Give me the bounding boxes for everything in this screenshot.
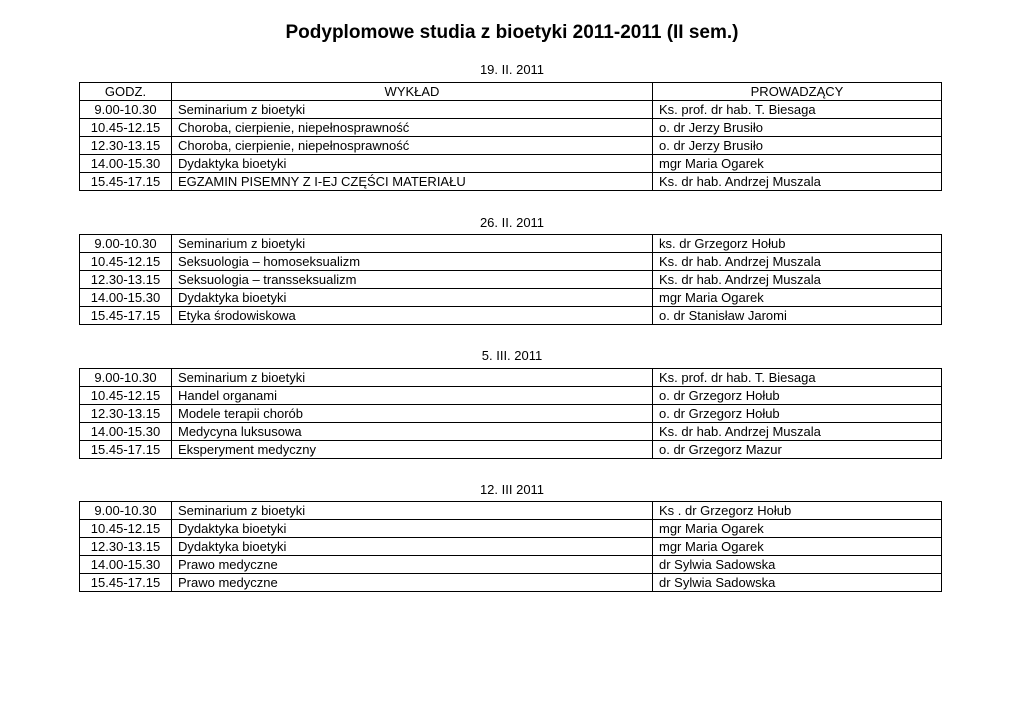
- teacher-cell: dr Sylwia Sadowska: [653, 556, 942, 574]
- time-cell: 10.45-12.15: [80, 253, 172, 271]
- table-row: [80, 556, 942, 574]
- teacher-cell: Ks. dr hab. Andrzej Muszala: [653, 423, 942, 441]
- lecture-cell: Prawo medyczne: [172, 556, 653, 574]
- session-date: 19. II. 2011: [479, 62, 545, 77]
- teacher-cell: Ks. dr hab. Andrzej Muszala: [653, 271, 942, 289]
- session-date: 26. II. 2011: [479, 215, 545, 230]
- table-row: [80, 423, 942, 441]
- lecture-cell: Choroba, cierpienie, niepełnosprawność: [172, 137, 653, 155]
- teacher-cell: o. dr Stanisław Jaromi: [653, 307, 942, 325]
- header-time: GODZ.: [80, 83, 172, 101]
- table-row: [80, 253, 942, 271]
- lecture-cell: Dydaktyka bioetyki: [172, 520, 653, 538]
- teacher-cell: ks. dr Grzegorz Hołub: [653, 235, 942, 253]
- time-cell: 14.00-15.30: [80, 423, 172, 441]
- time-cell: 14.00-15.30: [80, 155, 172, 173]
- lecture-cell: Etyka środowiskowa: [172, 307, 653, 325]
- teacher-cell: o. dr Jerzy Brusiło: [653, 137, 942, 155]
- table-row: [80, 502, 942, 520]
- time-cell: 12.30-13.15: [80, 271, 172, 289]
- session-date: 12. III 2011: [479, 482, 545, 497]
- table-row: [80, 235, 942, 253]
- header-lecture: WYKŁAD: [172, 83, 653, 101]
- table-row: [80, 538, 942, 556]
- table-row: [80, 405, 942, 423]
- lecture-cell: Medycyna luksusowa: [172, 423, 653, 441]
- lecture-cell: Prawo medyczne: [172, 574, 653, 592]
- lecture-cell: Dydaktyka bioetyki: [172, 289, 653, 307]
- session-date: 5. III. 2011: [481, 348, 543, 363]
- lecture-cell: Seminarium z bioetyki: [172, 502, 653, 520]
- time-cell: 15.45-17.15: [80, 574, 172, 592]
- time-cell: 15.45-17.15: [80, 307, 172, 325]
- table-row: [80, 137, 942, 155]
- lecture-cell: Choroba, cierpienie, niepełnosprawność: [172, 119, 653, 137]
- time-cell: 12.30-13.15: [80, 538, 172, 556]
- lecture-cell: Modele terapii chorób: [172, 405, 653, 423]
- teacher-cell: Ks. prof. dr hab. T. Biesaga: [653, 369, 942, 387]
- teacher-cell: Ks . dr Grzegorz Hołub: [653, 502, 942, 520]
- teacher-cell: mgr Maria Ogarek: [653, 155, 942, 173]
- time-cell: 15.45-17.15: [80, 441, 172, 459]
- time-cell: 9.00-10.30: [80, 235, 172, 253]
- time-cell: 10.45-12.15: [80, 387, 172, 405]
- table-row: [80, 289, 942, 307]
- teacher-cell: o. dr Grzegorz Hołub: [653, 405, 942, 423]
- table-row: [80, 173, 942, 191]
- schedule-table: [79, 368, 942, 459]
- table-row: [80, 271, 942, 289]
- time-cell: 15.45-17.15: [80, 173, 172, 191]
- schedule-table: [79, 501, 942, 592]
- lecture-cell: Dydaktyka bioetyki: [172, 155, 653, 173]
- lecture-cell: Dydaktyka bioetyki: [172, 538, 653, 556]
- time-cell: 12.30-13.15: [80, 137, 172, 155]
- time-cell: 14.00-15.30: [80, 289, 172, 307]
- time-cell: 14.00-15.30: [80, 556, 172, 574]
- teacher-cell: o. dr Grzegorz Mazur: [653, 441, 942, 459]
- table-header-row: [80, 83, 942, 101]
- lecture-cell: Handel organami: [172, 387, 653, 405]
- table-row: [80, 520, 942, 538]
- teacher-cell: Ks. dr hab. Andrzej Muszala: [653, 253, 942, 271]
- teacher-cell: dr Sylwia Sadowska: [653, 574, 942, 592]
- schedule-table: [79, 234, 942, 325]
- time-cell: 9.00-10.30: [80, 502, 172, 520]
- table-row: [80, 369, 942, 387]
- teacher-cell: mgr Maria Ogarek: [653, 289, 942, 307]
- table-row: [80, 101, 942, 119]
- lecture-cell: Seminarium z bioetyki: [172, 235, 653, 253]
- table-row: [80, 387, 942, 405]
- time-cell: 12.30-13.15: [80, 405, 172, 423]
- lecture-cell: Seminarium z bioetyki: [172, 369, 653, 387]
- lecture-cell: Seksuologia – transseksualizm: [172, 271, 653, 289]
- teacher-cell: o. dr Grzegorz Hołub: [653, 387, 942, 405]
- table-row: [80, 155, 942, 173]
- time-cell: 9.00-10.30: [80, 101, 172, 119]
- schedule-table: [79, 82, 942, 191]
- time-cell: 9.00-10.30: [80, 369, 172, 387]
- time-cell: 10.45-12.15: [80, 520, 172, 538]
- table-row: [80, 307, 942, 325]
- table-row: [80, 574, 942, 592]
- lecture-cell: Seksuologia – homoseksualizm: [172, 253, 653, 271]
- table-row: [80, 441, 942, 459]
- table-row: [80, 119, 942, 137]
- page-title: Podyplomowe studia z bioetyki 2011-2011 (II sem.): [285, 22, 739, 43]
- lecture-cell: EGZAMIN PISEMNY Z I-EJ CZĘŚCI MATERIAŁU: [172, 173, 653, 191]
- time-cell: 10.45-12.15: [80, 119, 172, 137]
- teacher-cell: mgr Maria Ogarek: [653, 520, 942, 538]
- teacher-cell: Ks. prof. dr hab. T. Biesaga: [653, 101, 942, 119]
- teacher-cell: o. dr Jerzy Brusiło: [653, 119, 942, 137]
- teacher-cell: Ks. dr hab. Andrzej Muszala: [653, 173, 942, 191]
- teacher-cell: mgr Maria Ogarek: [653, 538, 942, 556]
- header-teacher: PROWADZĄCY: [653, 83, 942, 101]
- lecture-cell: Eksperyment medyczny: [172, 441, 653, 459]
- lecture-cell: Seminarium z bioetyki: [172, 101, 653, 119]
